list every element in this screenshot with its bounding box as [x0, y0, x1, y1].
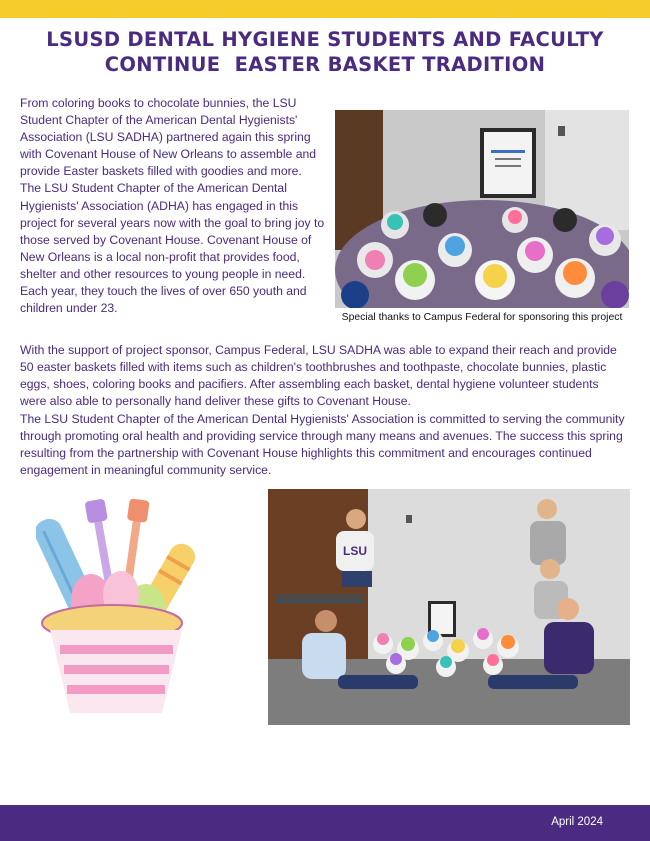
toothbrush-basket-illustration [36, 495, 196, 720]
students-photo-illustration [268, 489, 630, 725]
page-title-line-1: LSUSD DENTAL HYGIENE STUDENTS AND FACULTY [46, 28, 604, 51]
toothbrush-basket-icon [36, 495, 196, 720]
easter-baskets-photo [335, 110, 629, 308]
article-paragraph-2: With the support of project sponsor, Campus Federal, LSU SADHA was able to expand their reach and provide 50 easter baskets filled with items such as children's toothbrushes and toothpaste, chocolate bunnies, plastic eggs, shoes, coloring books and pacifiers. After assembling each basket, dental hygiene volunteer students were also able to personally hand deliver these gifts to Covenant House. [20, 343, 617, 409]
easter-baskets-illustration [335, 110, 629, 308]
shirt-lsu-text: LSU [343, 544, 367, 558]
article-paragraph-3: The LSU Student Chapter of the American Dental Hygienists' Association is committed to serving the community through promoting oral health and providing service through many means and avenues. The success this spring resulting from the partnership with Covenant House highlights this commitment and encourages continued engagement in meaningful community service. [20, 412, 625, 478]
footer-bar [0, 805, 650, 841]
issue-date: April 2024 [551, 816, 603, 828]
photo-caption: Special thanks to Campus Federal for sponsoring this project [341, 312, 623, 323]
page-title [20, 27, 630, 77]
students-with-baskets-photo [268, 489, 630, 725]
article-paragraph-1: From coloring books to chocolate bunnies, the LSU Student Chapter of the American Dental Hygienists' Association (LSU SADHA) partnered again this spring with Covenant House of New Orleans to assemble and provide Easter baskets filled with goodies and more. The LSU Student Chapter of the American Dental Hygienists' Association (ADHA) has engaged in this project for several years now with the goal to bring joy to those served by Covenant House. Covenant House of New Orleans is a local non-profit that provides food, shelter and other resources to young people in need. Each year, they touch the lives of over 650 youth and children under 23. [20, 96, 325, 316]
page-title-line-2: CONTINUE EASTER BASKET TRADITION [104, 53, 546, 76]
top-accent-bar [0, 0, 650, 18]
